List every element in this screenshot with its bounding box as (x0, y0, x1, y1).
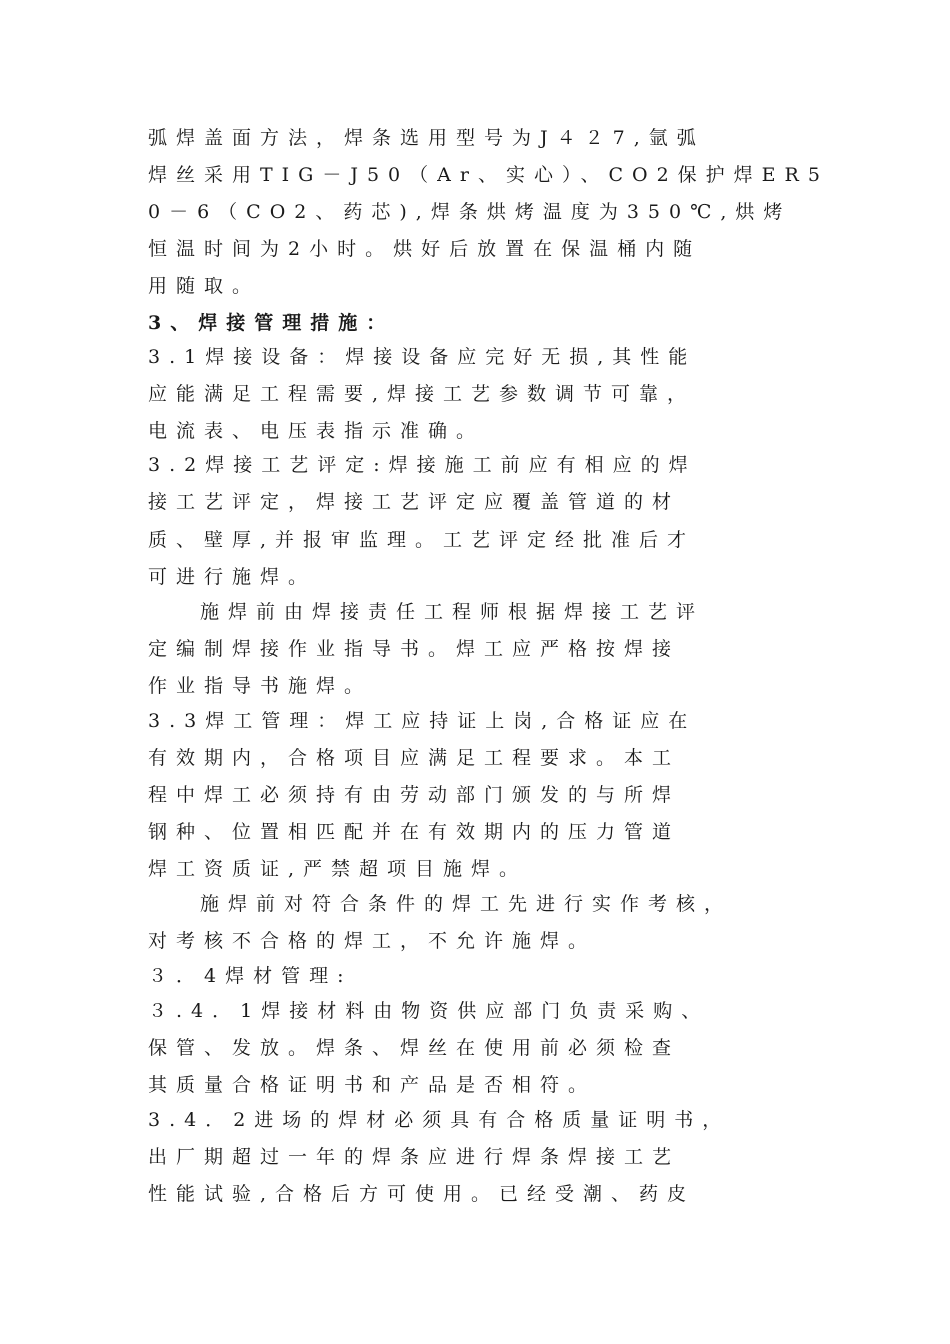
text-line: 可进行施焊。 (148, 566, 317, 588)
text-line: 应能满足工程需要,焊接工艺参数调节可靠， (148, 383, 696, 405)
text-line: 电流表、电压表指示准确。 (148, 420, 485, 442)
text-line: 用随取。 (148, 275, 261, 297)
text-line: 出厂期超过一年的焊条应进行焊条焊接工艺 (148, 1146, 681, 1168)
text-line: 3.1焊接设备：焊接设备应完好无损,其性能 (148, 346, 697, 368)
text-line: 焊工资质证,严禁超项目施焊。 (148, 858, 528, 880)
text-line: 有效期内，合格项目应满足工程要求。本工 (148, 747, 681, 769)
text-line: 弧焊盖面方法，焊条选用型号为J４２7,氩弧 (148, 127, 705, 149)
text-line: 钢种、位置相匹配并在有效期内的压力管道 (148, 821, 681, 843)
text-line: 性能试验,合格后方可使用。已经受潮、药皮 (148, 1183, 696, 1205)
text-line: 焊丝采用TIG－J50（Ar、实心）、CO2保护焊ER5 (148, 164, 829, 186)
text-line: 质、壁厚,并报审监理。工艺评定经批准后才 (148, 529, 696, 551)
text-line: 程中焊工必须持有由劳动部门颁发的与所焊 (148, 784, 681, 806)
text-line: 0－6（CO2、药芯),焊条烘烤温度为350℃,烘烤 (148, 201, 792, 223)
text-line: 接工艺评定，焊接工艺评定应覆盖管道的材 (148, 491, 681, 513)
text-line: 3.3焊工管理：焊工应持证上岗,合格证应在 (148, 710, 697, 732)
text-line: 作业指导书施焊。 (148, 675, 373, 697)
text-line: 保管、发放。焊条、焊丝在使用前必须检查 (148, 1037, 681, 1059)
text-line: 定编制焊接作业指导书。焊工应严格按焊接 (148, 638, 681, 660)
text-line: 施焊前对符合条件的焊工先进行实作考核， (200, 893, 733, 915)
text-line: 施焊前由焊接责任工程师根据焊接工艺评 (200, 601, 705, 623)
text-line: ３．4焊材管理: (148, 965, 353, 987)
text-line: ３.4．1焊接材料由物资供应部门负责采购、 (148, 1000, 710, 1022)
text-line: 恒温时间为2小时。烘好后放置在保温桶内随 (148, 238, 702, 260)
text-line: 3.2焊接工艺评定:焊接施工前应有相应的焊 (148, 454, 697, 476)
section-heading: 3、焊接管理措施： (148, 312, 395, 334)
text-line: 3.4．2进场的焊材必须具有合格质量证明书， (148, 1109, 731, 1131)
text-line: 其质量合格证明书和产品是否相符。 (148, 1074, 597, 1096)
text-line: 对考核不合格的焊工，不允许施焊。 (148, 930, 597, 952)
